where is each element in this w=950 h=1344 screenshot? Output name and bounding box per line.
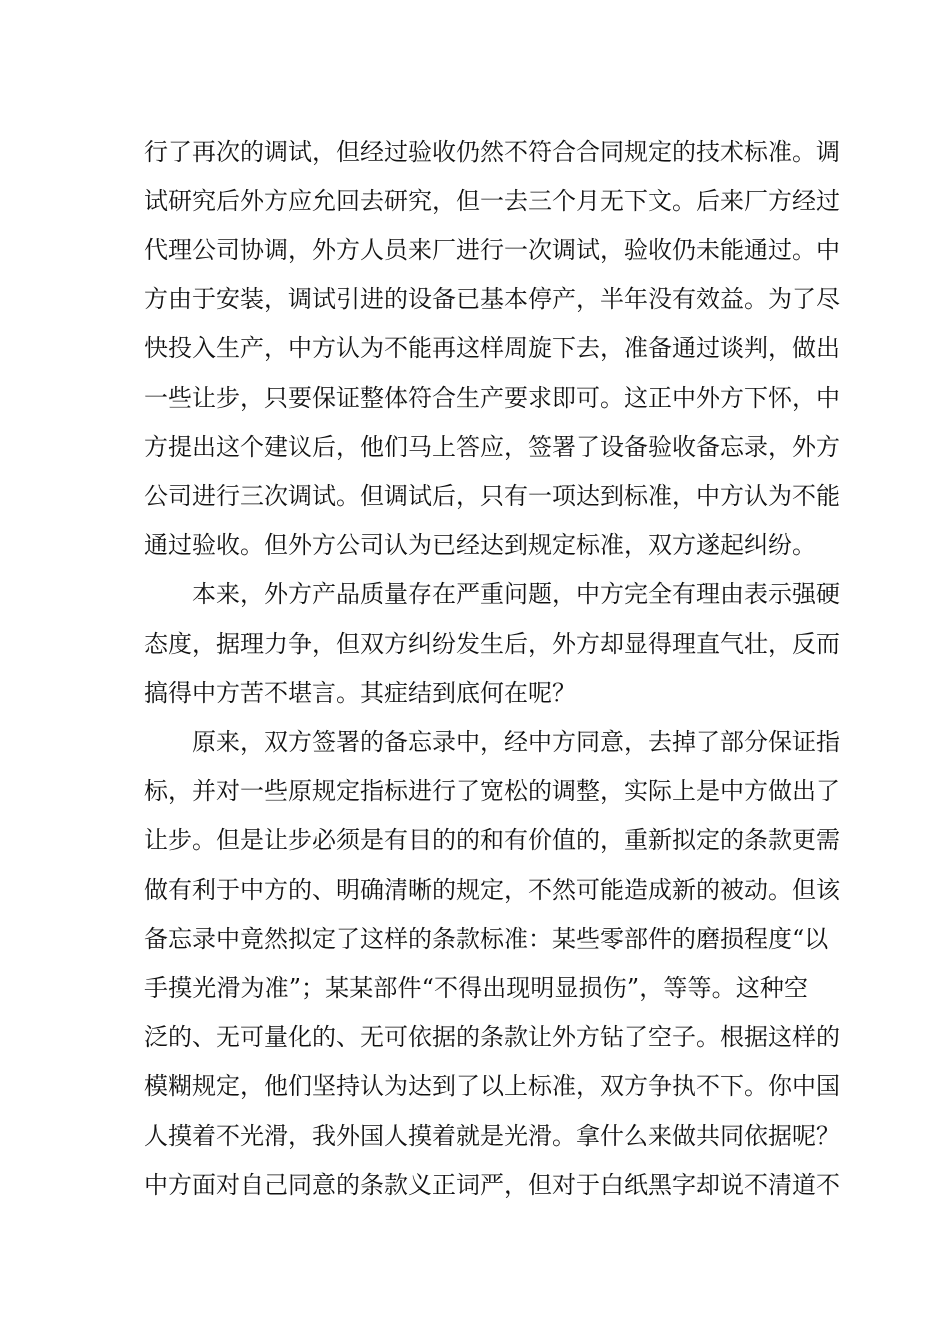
text-line-15: 让步。但是让步必须是有目的的和有价值的，重新拟定的条款更需 — [144, 826, 840, 854]
text-line-6: 一些让步，只要保证整体符合生产要求即可。这正中外方下怀，中 — [144, 384, 840, 412]
text-line-1: 行了再次的调试，但经过验收仍然不符合合同规定的技术标准。调 — [144, 138, 840, 166]
text-line-10: 本来，外方产品质量存在严重问题，中方完全有理由表示强硬 — [192, 580, 840, 608]
text-line-13: 原来，双方签署的备忘录中，经中方同意，去掉了部分保证指 — [192, 728, 840, 756]
text-line-20: 模糊规定，他们坚持认为达到了以上标准，双方争执不下。你中国 — [144, 1072, 840, 1100]
text-line-19: 泛的、无可量化的、无可依据的条款让外方钻了空子。根据这样的 — [144, 1023, 840, 1051]
text-line-3: 代理公司协调，外方人员来厂进行一次调试，验收仍未能通过。中 — [144, 236, 840, 264]
text-line-7: 方提出这个建议后，他们马上答应，签署了设备验收备忘录，外方 — [144, 433, 840, 461]
text-line-8: 公司进行三次调试。但调试后，只有一项达到标准，中方认为不能 — [144, 482, 840, 510]
text-line-12: 搞得中方苦不堪言。其症结到底何在呢？ — [144, 679, 576, 707]
text-line-5: 快投入生产，中方认为不能再这样周旋下去，准备通过谈判，做出 — [144, 334, 840, 362]
text-line-11: 态度，据理力争，但双方纠纷发生后，外方却显得理直气壮，反而 — [144, 630, 840, 658]
text-line-9: 通过验收。但外方公司认为已经达到规定标准，双方遂起纠纷。 — [144, 531, 816, 559]
text-line-22: 中方面对自己同意的条款义正词严，但对于白纸黑字却说不清道不 — [144, 1171, 840, 1199]
text-line-16: 做有利于中方的、明确清晰的规定，不然可能造成新的被动。但该 — [144, 876, 840, 904]
text-line-4: 方由于安装，调试引进的设备已基本停产，半年没有效益。为了尽 — [144, 285, 840, 313]
text-line-18: 手摸光滑为准”；某某部件“不得出现明显损伤”，等等。这种空 — [144, 974, 808, 1002]
text-line-17: 备忘录中竟然拟定了这样的条款标准：某些零部件的磨损程度“以 — [144, 925, 829, 953]
text-line-21: 人摸着不光滑，我外国人摸着就是光滑。拿什么来做共同依据呢？ — [144, 1122, 840, 1150]
text-line-14: 标，并对一些原规定指标进行了宽松的调整，实际上是中方做出了 — [144, 777, 840, 805]
text-line-2: 试研究后外方应允回去研究，但一去三个月无下文。后来厂方经过 — [144, 187, 840, 215]
